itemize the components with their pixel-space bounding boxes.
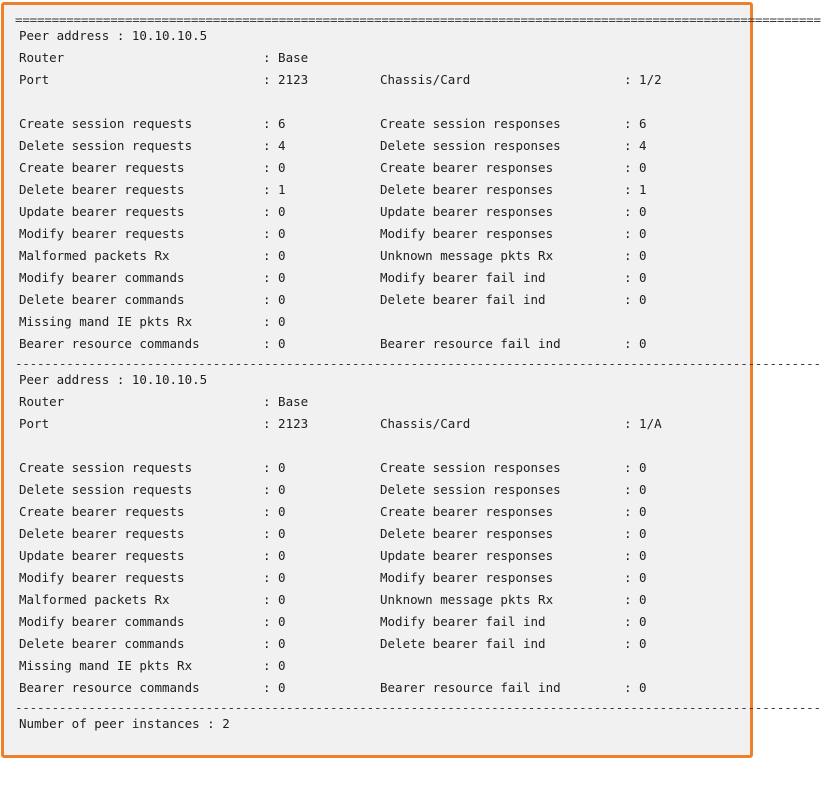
stat-label-left: Update bearer requests xyxy=(19,204,185,219)
stat-label-right: Bearer resource fail ind xyxy=(380,336,561,351)
stat-value-right: : 0 xyxy=(624,504,647,519)
stat-label-left: Bearer resource commands xyxy=(19,336,200,351)
stat-row xyxy=(15,113,735,135)
chassis-value: : 1/A xyxy=(624,416,662,431)
peer-instances-count: Number of peer instances : 2 xyxy=(19,716,230,731)
stat-row xyxy=(15,311,735,333)
chassis-value: : 1/2 xyxy=(624,72,662,87)
stat-value-left: : 0 xyxy=(263,636,286,651)
stat-label-right: Create bearer responses xyxy=(380,504,554,519)
stat-value-left: : 0 xyxy=(263,592,286,607)
stat-row xyxy=(15,223,735,245)
peer-address-row xyxy=(15,25,735,47)
stat-value-left: : 0 xyxy=(263,482,286,497)
stat-value-left: : 0 xyxy=(263,614,286,629)
stat-label-left: Modify bearer requests xyxy=(19,226,185,241)
peer-block xyxy=(15,369,735,699)
stat-label-left: Delete session requests xyxy=(19,482,193,497)
stat-label-left: Malformed packets Rx xyxy=(19,248,170,263)
stat-label-right: Delete session responses xyxy=(380,482,561,497)
router-row xyxy=(15,47,735,69)
stat-label-left: Missing mand IE pkts Rx xyxy=(19,658,193,673)
stat-value-right: : 0 xyxy=(624,336,647,351)
separator-line: ============================================================================================================== xyxy=(15,12,821,27)
stat-value-right: : 0 xyxy=(624,460,647,475)
separator-middle xyxy=(15,355,821,371)
stat-label-left: Delete bearer commands xyxy=(19,292,185,307)
stat-label-left: Modify bearer commands xyxy=(19,614,185,629)
stat-value-left: : 0 xyxy=(263,570,286,585)
stat-row xyxy=(15,523,735,545)
stat-value-right: : 0 xyxy=(624,482,647,497)
separator-bottom xyxy=(15,699,821,715)
stat-value-left: : 0 xyxy=(263,314,286,329)
chassis-label: Chassis/Card xyxy=(380,72,471,87)
stat-label-right: Update bearer responses xyxy=(380,548,554,563)
stat-value-left: : 0 xyxy=(263,270,286,285)
stat-label-left: Delete session requests xyxy=(19,138,193,153)
stat-value-left: : 0 xyxy=(263,504,286,519)
cli-output xyxy=(15,11,821,735)
peer-block xyxy=(15,25,735,355)
stat-row xyxy=(15,333,735,355)
blank-row xyxy=(15,435,735,457)
stat-label-right: Modify bearer responses xyxy=(380,226,554,241)
peer-address-row xyxy=(15,369,735,391)
stat-value-right: : 0 xyxy=(624,204,647,219)
stat-label-right: Modify bearer fail ind xyxy=(380,270,546,285)
stat-label-right: Modify bearer responses xyxy=(380,570,554,585)
stat-label-right: Delete bearer fail ind xyxy=(380,636,546,651)
stat-value-right: : 6 xyxy=(624,116,647,131)
stat-value-left: : 4 xyxy=(263,138,286,153)
port-value: : 2123 xyxy=(263,72,309,87)
peer-address: Peer address : 10.10.10.5 xyxy=(19,372,208,387)
stat-row xyxy=(15,611,735,633)
stat-label-left: Create bearer requests xyxy=(19,160,185,175)
stat-value-left: : 6 xyxy=(263,116,286,131)
stat-value-left: : 0 xyxy=(263,460,286,475)
port-label: Port xyxy=(19,416,50,431)
stat-value-right: : 0 xyxy=(624,570,647,585)
stat-label-right: Delete bearer responses xyxy=(380,526,554,541)
stat-row xyxy=(15,135,735,157)
stat-value-left: : 0 xyxy=(263,204,286,219)
stat-row xyxy=(15,289,735,311)
port-value: : 2123 xyxy=(263,416,309,431)
port-label: Port xyxy=(19,72,50,87)
stat-value-right: : 0 xyxy=(624,592,647,607)
stat-row xyxy=(15,589,735,611)
stat-value-left: : 0 xyxy=(263,680,286,695)
separator-top xyxy=(15,11,821,27)
stat-value-right: : 0 xyxy=(624,614,647,629)
chassis-label: Chassis/Card xyxy=(380,416,471,431)
port-row xyxy=(15,69,735,91)
stat-value-right: : 1 xyxy=(624,182,647,197)
router-value: : Base xyxy=(263,394,309,409)
summary-row xyxy=(15,713,735,735)
stat-value-left: : 0 xyxy=(263,248,286,263)
stat-value-right: : 0 xyxy=(624,292,647,307)
stat-row xyxy=(15,655,735,677)
stat-value-left: : 0 xyxy=(263,336,286,351)
stat-label-left: Update bearer requests xyxy=(19,548,185,563)
stat-label-left: Missing mand IE pkts Rx xyxy=(19,314,193,329)
router-label: Router xyxy=(19,50,65,65)
port-row xyxy=(15,413,735,435)
blank-row xyxy=(15,91,735,113)
stat-label-left: Create session requests xyxy=(19,460,193,475)
stat-row xyxy=(15,633,735,655)
stat-value-right: : 0 xyxy=(624,270,647,285)
stat-value-right: : 0 xyxy=(624,680,647,695)
stat-value-right: : 0 xyxy=(624,548,647,563)
stat-label-right: Delete session responses xyxy=(380,138,561,153)
stat-row xyxy=(15,457,735,479)
stat-value-left: : 0 xyxy=(263,526,286,541)
stat-row xyxy=(15,567,735,589)
stat-value-left: : 0 xyxy=(263,548,286,563)
stat-value-left: : 0 xyxy=(263,292,286,307)
stat-label-left: Delete bearer commands xyxy=(19,636,185,651)
stat-row xyxy=(15,245,735,267)
stat-label-right: Modify bearer fail ind xyxy=(380,614,546,629)
stat-label-left: Create session requests xyxy=(19,116,193,131)
stat-label-left: Modify bearer commands xyxy=(19,270,185,285)
stat-value-right: : 4 xyxy=(624,138,647,153)
stat-label-left: Delete bearer requests xyxy=(19,182,185,197)
stat-label-left: Bearer resource commands xyxy=(19,680,200,695)
stat-value-right: : 0 xyxy=(624,248,647,263)
stat-label-right: Delete bearer fail ind xyxy=(380,292,546,307)
stat-label-right: Create session responses xyxy=(380,116,561,131)
stat-label-right: Update bearer responses xyxy=(380,204,554,219)
peer-address: Peer address : 10.10.10.5 xyxy=(19,28,208,43)
separator-line: -------------------------------------------------------------------------------------------------------------- xyxy=(15,356,821,371)
stat-label-left: Delete bearer requests xyxy=(19,526,185,541)
stat-value-right: : 0 xyxy=(624,636,647,651)
stat-value-right: : 0 xyxy=(624,160,647,175)
stat-row xyxy=(15,545,735,567)
stat-row xyxy=(15,201,735,223)
stat-value-right: : 0 xyxy=(624,226,647,241)
router-label: Router xyxy=(19,394,65,409)
stat-label-right: Unknown message pkts Rx xyxy=(380,248,554,263)
router-value: : Base xyxy=(263,50,309,65)
stat-label-left: Malformed packets Rx xyxy=(19,592,170,607)
stat-value-left: : 0 xyxy=(263,160,286,175)
stat-label-right: Bearer resource fail ind xyxy=(380,680,561,695)
stat-row xyxy=(15,501,735,523)
stat-label-right: Create session responses xyxy=(380,460,561,475)
stat-label-left: Create bearer requests xyxy=(19,504,185,519)
stat-row xyxy=(15,267,735,289)
stat-value-left: : 0 xyxy=(263,658,286,673)
cli-output-frame xyxy=(1,2,821,758)
stat-value-left: : 1 xyxy=(263,182,286,197)
stat-label-right: Unknown message pkts Rx xyxy=(380,592,554,607)
router-row xyxy=(15,391,735,413)
stat-value-left: : 0 xyxy=(263,226,286,241)
stat-row xyxy=(15,677,735,699)
stat-row xyxy=(15,479,735,501)
stat-label-left: Modify bearer requests xyxy=(19,570,185,585)
stat-row xyxy=(15,157,735,179)
stat-label-right: Delete bearer responses xyxy=(380,182,554,197)
stat-row xyxy=(15,179,735,201)
stat-value-right: : 0 xyxy=(624,526,647,541)
stat-label-right: Create bearer responses xyxy=(380,160,554,175)
separator-line: -------------------------------------------------------------------------------------------------------------- xyxy=(15,700,821,715)
